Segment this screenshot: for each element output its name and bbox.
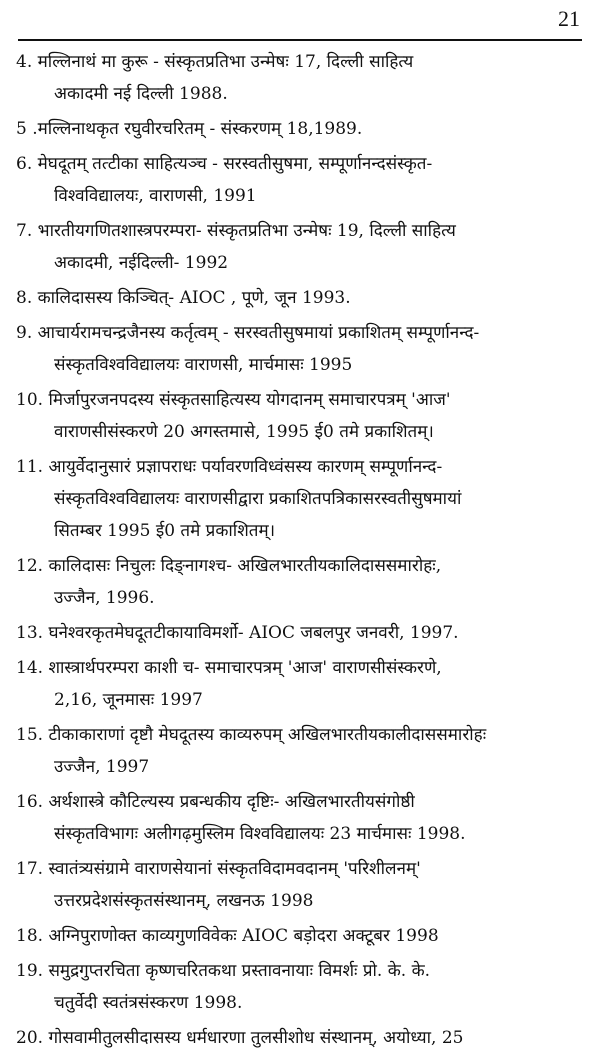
bibliography-entry bbox=[16, 317, 586, 381]
bibliography-entry bbox=[16, 215, 586, 279]
entry-continuation-line: अकादमी नई दिल्ली 1988. bbox=[54, 84, 228, 104]
bibliography-entry bbox=[16, 113, 586, 145]
bibliography-entry bbox=[16, 955, 586, 1019]
entry-first-line: 6. मेघदूतम् तत्टीका साहित्यञ्च - सरस्वतीसुषमा, सम्पूर्णानन्दसंस्कृत- bbox=[16, 154, 433, 174]
bibliography-list bbox=[16, 46, 586, 1057]
entry-continuation-line: अकादमी, नईदिल्ली- 1992 bbox=[54, 253, 229, 273]
entry-first-line: 16. अर्थशास्त्रे कौटिल्यस्य प्रबन्धकीय दृष्टिः- अखिलभारतीयसंगोष्ठी bbox=[16, 792, 415, 812]
bibliography-entry bbox=[16, 617, 586, 649]
entry-first-line: 4. मल्लिनाथं मा कुरू - संस्कृतप्रतिभा उन्मेषः 17, दिल्ली साहित्य bbox=[16, 52, 414, 72]
entry-continuation-line: वाराणसीसंस्करणे 20 अगस्तमासे, 1995 ई0 तमे प्रकाशितम्। bbox=[54, 422, 434, 442]
entry-first-line: 15. टीकाकाराणां दृष्टौ मेघदूतस्य काव्यरुपम् अखिलभारतीयकालीदाससमारोहः bbox=[16, 725, 487, 745]
bibliography-entry bbox=[16, 148, 586, 212]
entry-continuation-line: उत्तरप्रदेशसंस्कृतसंस्थानम्, लखनऊ 1998 bbox=[54, 891, 314, 911]
bibliography-entry bbox=[16, 719, 586, 783]
bibliography-entry bbox=[16, 451, 586, 547]
entry-first-line: 10. मिर्जापुरजनपदस्य संस्कृतसाहित्यस्य योगदानम् समाचारपत्रम् 'आज' bbox=[16, 390, 451, 410]
entry-continuation-line: सितम्बर 1995 ई0 तमे प्रकाशितम्। bbox=[54, 521, 276, 541]
header-rule bbox=[18, 39, 582, 41]
entry-continuation-line: संस्कृतविभागः अलीगढ़मुस्लिम विश्वविद्यालयः 23 मार्चमासः 1998. bbox=[54, 824, 466, 844]
bibliography-entry bbox=[16, 550, 586, 614]
bibliography-entry bbox=[16, 652, 586, 716]
entry-first-line: 12. कालिदासः निचुलः दिङ्नागश्च- अखिलभारतीयकालिदाससमारोहः, bbox=[16, 556, 442, 576]
bibliography-entry bbox=[16, 282, 586, 314]
entry-continuation-line: 2,16, जूनमासः 1997 bbox=[54, 690, 203, 710]
bibliography-entry bbox=[16, 853, 586, 917]
entry-first-line: 14. शास्त्रार्थपरम्परा काशी च- समाचारपत्रम् 'आज' वाराणसीसंस्करणे, bbox=[16, 658, 442, 678]
entry-continuation-line: संस्कृतविश्वविद्यालयः वाराणसी, मार्चमासः 1995 bbox=[54, 355, 353, 375]
entry-continuation-line: उज्जैन, 1996. bbox=[54, 588, 155, 608]
entry-first-line: 17. स्वातंत्र्यसंग्रामे वाराणसेयानां संस्कृतविदामवदानम् 'परिशीलनम्' bbox=[16, 859, 421, 879]
bibliography-entry bbox=[16, 1022, 586, 1054]
entry-first-line: 8. कालिदासस्य किञ्चित्- AIOC , पूणे, जून 1993. bbox=[16, 288, 351, 308]
entry-first-line: 11. आयुर्वेदानुसारं प्रज्ञापराधः पर्यावरणविध्वंसस्य कारणम् सम्पूर्णानन्द- bbox=[16, 457, 443, 477]
entry-continuation-line: चतुर्वेदी स्वतंत्रसंस्करण 1998. bbox=[54, 993, 243, 1013]
entry-first-line: 19. समुद्रगुप्तरचिता कृष्णचरितकथा प्रस्तावनायाः विमर्शः प्रो. के. के. bbox=[16, 961, 431, 981]
entry-continuation-line: संस्कृतविश्वविद्यालयः वाराणसीद्वारा प्रकाशितपत्रिकासरस्वतीसुषमायां bbox=[54, 489, 462, 509]
entry-first-line: 13. घनेश्वरकृतमेघदूतटीकायाविमर्शो- AIOC जबलपुर जनवरी, 1997. bbox=[16, 623, 459, 643]
bibliography-entry bbox=[16, 46, 586, 110]
entry-first-line: 7. भारतीयगणितशास्त्रपरम्परा- संस्कृतप्रतिभा उन्मेषः 19, दिल्ली साहित्य bbox=[16, 221, 456, 241]
entry-continuation-line: विश्वविद्यालयः, वाराणसी, 1991 bbox=[54, 186, 257, 206]
entry-first-line: 5 .मल्लिनाथकृत रघुवीरचरितम् - संस्करणम् 18,1989. bbox=[16, 119, 363, 139]
bibliography-entry bbox=[16, 920, 586, 952]
entry-first-line: 18. अग्निपुराणोक्त काव्यगुणविवेकः AIOC बड़ोदरा अक्टूबर 1998 bbox=[16, 926, 439, 946]
entry-first-line: 9. आचार्यरामचन्द्रजैनस्य कर्तृत्वम् - सरस्वतीसुषमायां प्रकाशितम् सम्पूर्णानन्द- bbox=[16, 323, 480, 343]
entry-continuation-line: उज्जैन, 1997 bbox=[54, 757, 150, 777]
bibliography-entry bbox=[16, 384, 586, 448]
entry-first-line: 20. गोसवामीतुलसीदासस्य धर्मधारणा तुलसीशोध संस्थानम्, अयोध्या, 25 bbox=[16, 1028, 464, 1048]
page-number: 21 bbox=[558, 6, 580, 31]
bibliography-entry bbox=[16, 786, 586, 850]
